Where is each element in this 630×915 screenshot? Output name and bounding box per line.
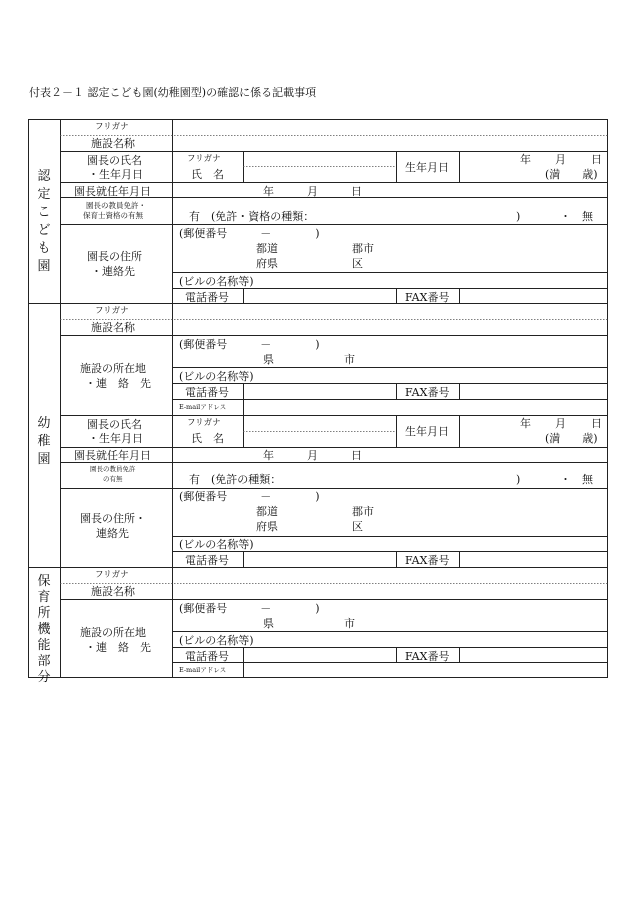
city-label: 郡市 [352,505,374,518]
license-label-2: 保育士資格の有無 [83,211,143,220]
month-label: 月 [555,153,566,166]
director-name-label: 園長の氏名 [87,154,142,167]
fax-label: FAX番号 [405,650,450,663]
phone-label: 電話番号 [185,554,229,567]
postal-code-label: (郵便番号 － ) [179,602,320,615]
license-no-option: ・ 無 [560,210,593,223]
facility-location-label: 施設の所在地 [80,626,146,639]
prefecture-label-2: 府県 [256,257,278,270]
year-label: 年 [520,417,531,430]
license-label: 園長の教員免許 [90,465,136,473]
director-birthdate-label: ・生年月日 [88,168,143,181]
director-contact-label: 連絡先 [96,527,129,540]
phone-label: 電話番号 [185,650,229,663]
birthdate-label: 生年月日 [405,425,449,438]
section-label-yochien: 幼 稚 園 [37,416,51,467]
facility-name-label: 施設名称 [91,585,135,598]
year-label: 年 [520,153,531,166]
director-contact-label: ・連絡先 [91,265,135,278]
prefecture-label-2: 府県 [256,520,278,533]
fax-label: FAX番号 [405,554,450,567]
ward-label: 区 [352,520,363,533]
age-label: (満 歳) [545,432,598,445]
name-label: 氏 名 [191,168,224,181]
appointment-date-label: 園長就任年月日 [74,185,151,198]
license-yes-option: 有 (免許の種類： [189,473,282,486]
name-furigana-label: フリガナ [187,418,221,428]
director-address-label: 園長の住所 [87,250,142,263]
license-no-option: ・ 無 [560,473,593,486]
postal-code-label: (郵便番号 － ) [179,490,320,503]
age-label: (満 歳) [545,168,598,181]
director-birthdate-label: ・生年月日 [88,432,143,445]
email-label: E-mailアドレス [179,403,227,411]
phone-label: 電話番号 [185,386,229,399]
furigana-label: フリガナ [95,306,129,316]
facility-contact-label: ・連 絡 先 [85,377,151,390]
prefecture-label-1: 都道 [256,242,278,255]
day-label: 日 [591,417,602,430]
postal-code-label: (郵便番号 － ) [179,338,320,351]
section-label-hoikusho: 保 育 所 機 能 部 分 [37,574,51,685]
furigana-label: フリガナ [95,570,129,580]
building-name-label: (ビルの名称等) [179,275,254,288]
phone-label: 電話番号 [185,291,229,304]
appointment-date-value: 年 月 日 [263,185,362,198]
section-label-nintei-kodomoen: 認 定 こ ど も 園 [37,169,51,274]
prefecture-label-1: 都道 [256,505,278,518]
license-label: 園長の教員免許・ [86,201,146,210]
building-name-label: (ビルの名称等) [179,370,254,383]
director-address-label: 園長の住所・ [80,512,146,525]
appointment-date-value: 年 月 日 [263,449,362,462]
license-close-paren: ) [516,473,521,486]
facility-location-label: 施設の所在地 [80,362,146,375]
city-label: 郡市 [352,242,374,255]
furigana-label: フリガナ [95,122,129,132]
month-label: 月 [555,417,566,430]
director-name-label: 園長の氏名 [87,418,142,431]
day-label: 日 [591,153,602,166]
facility-name-label: 施設名称 [91,321,135,334]
city-label: 市 [344,353,355,366]
appointment-date-label: 園長就任年月日 [74,449,151,462]
license-label-2: の有無 [103,475,123,483]
fax-label: FAX番号 [405,386,450,399]
prefecture-label: 県 [263,617,274,630]
license-yes-option: 有 (免許・資格の種類： [189,210,315,223]
email-label: E-mailアドレス [179,666,227,674]
postal-code-label: (郵便番号 － ) [179,227,320,240]
ward-label: 区 [352,257,363,270]
facility-contact-label: ・連 絡 先 [85,641,151,654]
name-label: 氏 名 [191,432,224,445]
facility-name-label: 施設名称 [91,137,135,150]
license-close-paren: ) [516,210,521,223]
prefecture-label: 県 [263,353,274,366]
city-label: 市 [344,617,355,630]
name-furigana-label: フリガナ [187,154,221,164]
building-name-label: (ビルの名称等) [179,538,254,551]
birthdate-label: 生年月日 [405,161,449,174]
fax-label: FAX番号 [405,291,450,304]
building-name-label: (ビルの名称等) [179,634,254,647]
page-title: 付表２－１ 認定こども園(幼稚園型)の確認に係る記載事項 [29,86,317,99]
